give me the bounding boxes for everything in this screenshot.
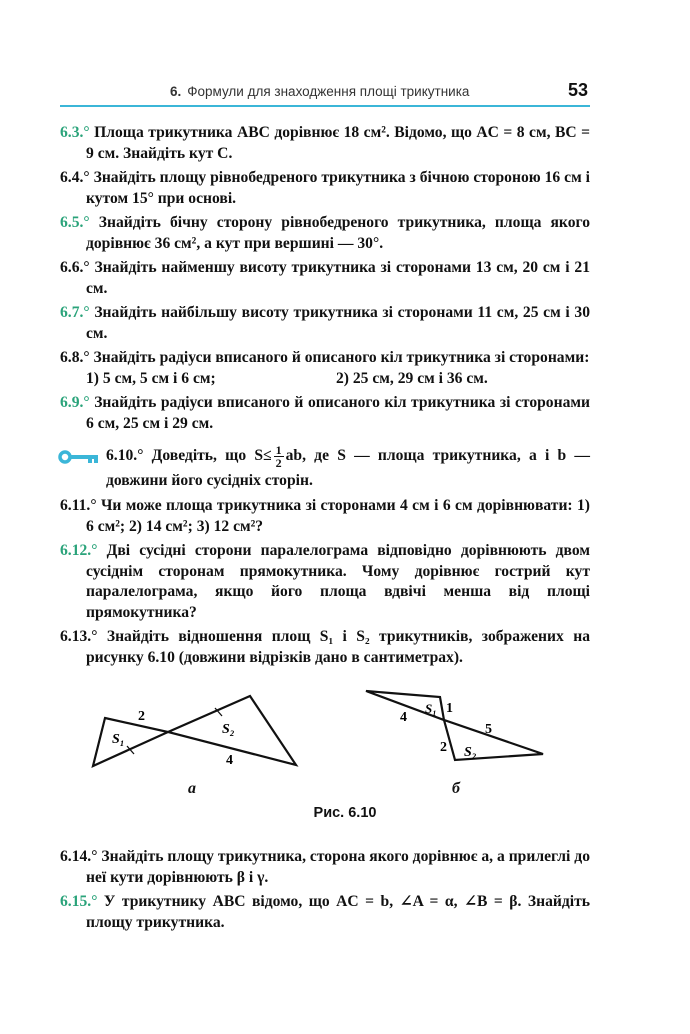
problem-6-5 <box>60 213 590 254</box>
problem-number: 6.8.° <box>60 349 90 366</box>
problem-6-13 <box>60 627 590 668</box>
label-a-2: 2 <box>138 709 145 724</box>
problem-text: Знайдіть радіуси вписаного й описаного кіл трикутника зі сторонами 6 см, 25 см і 29 см. <box>86 394 590 432</box>
problem-number: 6.4.° <box>60 169 90 186</box>
problem-text: Знайдіть площу трикутника, сторона якого дорівнює a, а прилеглі до неї кути дорівнюють β і γ. <box>86 848 590 886</box>
leq-sign: ≤ <box>263 447 272 465</box>
problem-text-post: ab, де S — площа трикутника, a і b — довжини його сусідніх сторін. <box>106 447 590 489</box>
label-b-4: 4 <box>400 710 407 725</box>
problem-6-15 <box>60 892 590 933</box>
option-1: 1) 5 см, 5 см і 6 см; <box>86 369 216 387</box>
problem-6-6 <box>60 258 590 299</box>
triangle-s1 <box>93 718 168 766</box>
problem-number: 6.3.° <box>60 124 90 141</box>
page-number: 53 <box>567 80 588 100</box>
figure-6-10 <box>60 688 590 798</box>
problem-6-11 <box>60 496 590 537</box>
problem-text: Площа трикутника ABC дорівнює 18 см². Відомо, що AC = 8 см, BC = 9 см. Знайдіть кут C. <box>86 124 590 162</box>
label-a-s2: S₂ <box>222 722 235 737</box>
chapter-title <box>170 84 469 99</box>
bottom-problems <box>60 847 590 937</box>
problem-6-10 <box>60 444 590 492</box>
label-b-s2: S₂ <box>464 745 477 760</box>
fraction-numerator: 1 <box>275 443 282 457</box>
figure-label-b: б <box>452 780 460 797</box>
triangle-b-s2 <box>444 720 543 760</box>
label-b-5: 5 <box>485 722 492 737</box>
problem-number: 6.13.° <box>60 628 98 645</box>
problem-6-8-options <box>60 369 590 390</box>
label-b-2: 2 <box>440 740 447 755</box>
problem-text: Знайдіть найменшу висоту трикутника зі сторонами 13 см, 20 см і 21 см. <box>86 259 590 297</box>
fraction <box>274 444 284 469</box>
header-rule <box>60 105 590 107</box>
problem-number: 6.14.° <box>60 848 98 865</box>
problem-number: 6.5.° <box>60 214 90 231</box>
problem-text: Чи може площа трикутника зі сторонами 4 см і 6 см дорівнювати: 1) 6 см²; 2) 14 см²; 3) 12 см²? <box>86 497 590 535</box>
problem-6-3 <box>60 123 590 164</box>
problem-text: Знайдіть радіуси вписаного й описаного кіл трикутника зі сторонами: <box>93 349 590 366</box>
problem-text: Знайдіть площу рівнобедреного трикутника з бічною стороною 16 см і кутом 15° при основі. <box>86 169 590 207</box>
problem-number: 6.9.° <box>60 394 90 411</box>
problem-number: 6.10.° <box>106 447 144 465</box>
problem-text: Знайдіть найбільшу висоту трикутника зі сторонами 11 см, 25 см і 30 см. <box>86 304 591 342</box>
option-2: 2) 25 см, 29 см і 36 см. <box>336 369 488 387</box>
label-a-s1: S₁ <box>112 732 125 747</box>
problem-number: 6.7.° <box>60 304 90 321</box>
chapter-number: 6. <box>170 84 182 99</box>
problem-text: Знайдіть відношення площ S₁ і S₂ трикутників, зображених на рисунку 6.10 (довжини відрізків дано в сантиметрах). <box>86 628 590 666</box>
problem-number: 6.15.° <box>60 893 98 910</box>
problem-text-pre: Доведіть, що S <box>151 447 264 465</box>
problem-6-8 <box>60 348 590 369</box>
label-a-4: 4 <box>226 753 233 768</box>
figure-caption: Рис. 6.10 <box>313 805 377 821</box>
page-header <box>60 78 590 108</box>
problem-6-9 <box>60 393 590 434</box>
problem-number: 6.6.° <box>60 259 90 276</box>
problem-text: У трикутнику ABC відомо, що AC = b, ∠A = α, ∠B = β. Знайдіть площу трикутника. <box>86 893 590 931</box>
problem-number: 6.12.° <box>60 542 98 559</box>
problem-6-12 <box>60 541 590 623</box>
problem-6-4 <box>60 168 590 209</box>
label-b-1: 1 <box>446 701 453 716</box>
problem-text: Знайдіть бічну сторону рівнобедреного трикутника, площа якого дорівнює 36 см², а кут при вершині — 30°. <box>86 214 591 252</box>
problem-6-14 <box>60 847 590 888</box>
problem-number: 6.11.° <box>60 497 97 514</box>
key-icon <box>58 450 100 464</box>
figure-label-a: а <box>188 780 196 797</box>
fraction-denominator: 2 <box>275 456 282 470</box>
label-b-s1: S₁ <box>425 701 437 716</box>
figure-b <box>366 691 543 760</box>
chapter-title-text: Формули для знаходження площі трикутника <box>187 84 470 99</box>
problem-text: Дві сусідні сторони паралелограма відповідно дорівнюють двом сусіднім сторонам прямокутника. Чому дорівнює гострий кут паралелограма, якщо його площа вдвічі менша від площі прямокутника? <box>86 542 590 621</box>
problem-6-7 <box>60 303 590 344</box>
figure-a <box>93 696 296 766</box>
problems-list <box>60 123 590 672</box>
